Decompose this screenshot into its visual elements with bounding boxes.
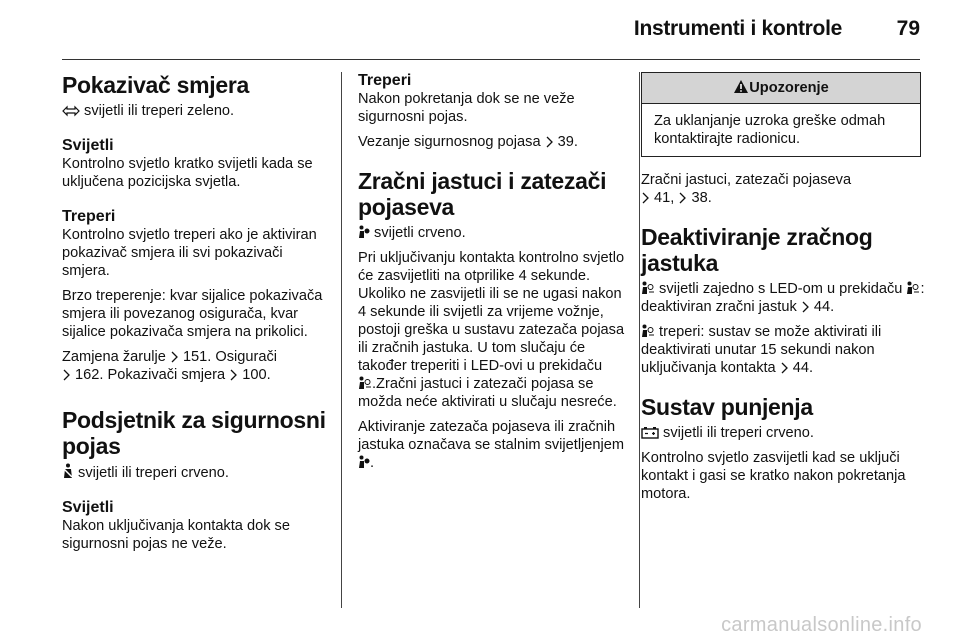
airbag-off-icon <box>641 281 655 295</box>
column-1 <box>62 72 332 560</box>
subhead-svijetli: Svijetli <box>62 499 114 516</box>
header-rule <box>62 59 920 60</box>
watermark: carmanualsonline.info <box>721 614 922 636</box>
paragraph: Pri uključivanju kontakta kontrolno svjetlo će zasvijetliti na otprilike 4 sekunde. Ukoliko ne zasvijetli ili se ne ugasi nakon 4 sekunde ili svijetli za vrijeme vožnje, postoji greška u sustavu zatezača pojasa ili zračnih jastuka. U tom slučaju će također treperiti i LED-ovi u prekidaču .Zračni jastuci i zatezači pojasa se možda neće aktivirati u slučaju nesreće. <box>358 250 625 410</box>
column-2 <box>358 72 630 479</box>
warning-box <box>641 72 921 157</box>
seatbelt-icon <box>62 463 74 479</box>
airbag-icon <box>358 225 370 239</box>
turn-signal-icon <box>62 105 80 117</box>
page-header <box>0 0 960 56</box>
arrow-ref-icon <box>229 369 238 381</box>
arrow-ref-icon <box>801 301 810 313</box>
paragraph-references: Zamjena žarulje 151. Osigurači 162. Pokazivači smjera 100. <box>62 349 278 383</box>
section-title-airbags: Zračni jastuci i zatezači pojaseva <box>358 168 607 220</box>
warning-header <box>642 73 920 104</box>
paragraph: Kontrolno svjetlo zasvijetli kad se uključi kontakt i gasi se kratko nakon pokretanja motora. <box>641 450 906 502</box>
airbag-off-icon <box>641 324 655 338</box>
warning-text: Za uklanjanje uzroka greške odmah kontaktirajte radionicu. <box>654 113 886 147</box>
charging-intro: svijetli ili treperi crveno. <box>641 424 926 442</box>
paragraph: Brzo treperenje: kvar sijalice pokazivača smjera ili povezanog osigurača, kvar sijalice pokazivača smjera na prikolici. <box>62 288 323 340</box>
subhead-svijetli: Svijetli <box>62 137 114 154</box>
paragraph: Nakon pokretanja dok se ne veže sigurnosni pojas. <box>358 91 575 125</box>
paragraph: Nakon uključivanja kontakta dok se sigurnosni pojas ne veže. <box>62 518 290 552</box>
header-title: Instrumenti i kontrole <box>633 17 842 40</box>
paragraph-reference: Vezanje sigurnosnog pojasa 39. <box>358 134 578 150</box>
subhead-treperi: Treperi <box>358 72 412 89</box>
warning-title: Upozorenje <box>749 80 829 96</box>
paragraph: treperi: sustav se može aktivirati ili deaktivirati unutar 15 sekundi nakon uključivanja kontakta 44. <box>641 324 882 376</box>
arrow-ref-icon <box>62 369 71 381</box>
turn-signal-intro: svijetli ili treperi zeleno. <box>62 102 332 120</box>
column-divider-1 <box>341 72 342 608</box>
paragraph: Aktiviranje zatezača pojaseva ili zračnih jastuka označava se stalnim svijetljenjem . <box>358 419 625 471</box>
column-divider-2 <box>639 72 640 608</box>
subhead-treperi: Treperi <box>62 208 116 225</box>
section-title-charging: Sustav punjenja <box>641 394 813 420</box>
section-title-turn-signal: Pokazivač smjera <box>62 72 249 98</box>
paragraph: Kontrolno svjetlo kratko svijetli kada se uključena pozicijska svjetla. <box>62 156 313 190</box>
section-title-airbag-deactivation: Deaktiviranje zračnog jastuka <box>641 224 873 276</box>
page-number: 79 <box>896 17 920 40</box>
warning-icon <box>733 79 749 94</box>
arrow-ref-icon <box>170 351 179 363</box>
arrow-ref-icon <box>641 192 650 204</box>
paragraph: Kontrolno svjetlo treperi ako je aktiviran pokazivač smjera ili svi pokazivači smjera. <box>62 227 317 279</box>
paragraph: svijetli zajedno s LED-om u prekidaču : deaktiviran zračni jastuk 44. <box>641 281 925 315</box>
column-3 <box>641 72 926 510</box>
arrow-ref-icon <box>545 136 554 148</box>
airbag-icon <box>358 455 370 469</box>
paragraph-reference: Zračni jastuci, zatezači pojaseva 41, 38. <box>641 172 852 206</box>
seatbelt-intro: svijetli ili treperi crveno. <box>62 463 332 482</box>
airbag-off-icon <box>906 281 920 295</box>
airbag-off-icon <box>358 376 372 390</box>
battery-icon <box>641 426 659 439</box>
section-title-seatbelt: Podsjetnik za sigurnosni pojas <box>62 407 326 459</box>
airbag-intro: svijetli crveno. <box>358 224 630 242</box>
arrow-ref-icon <box>780 362 789 374</box>
